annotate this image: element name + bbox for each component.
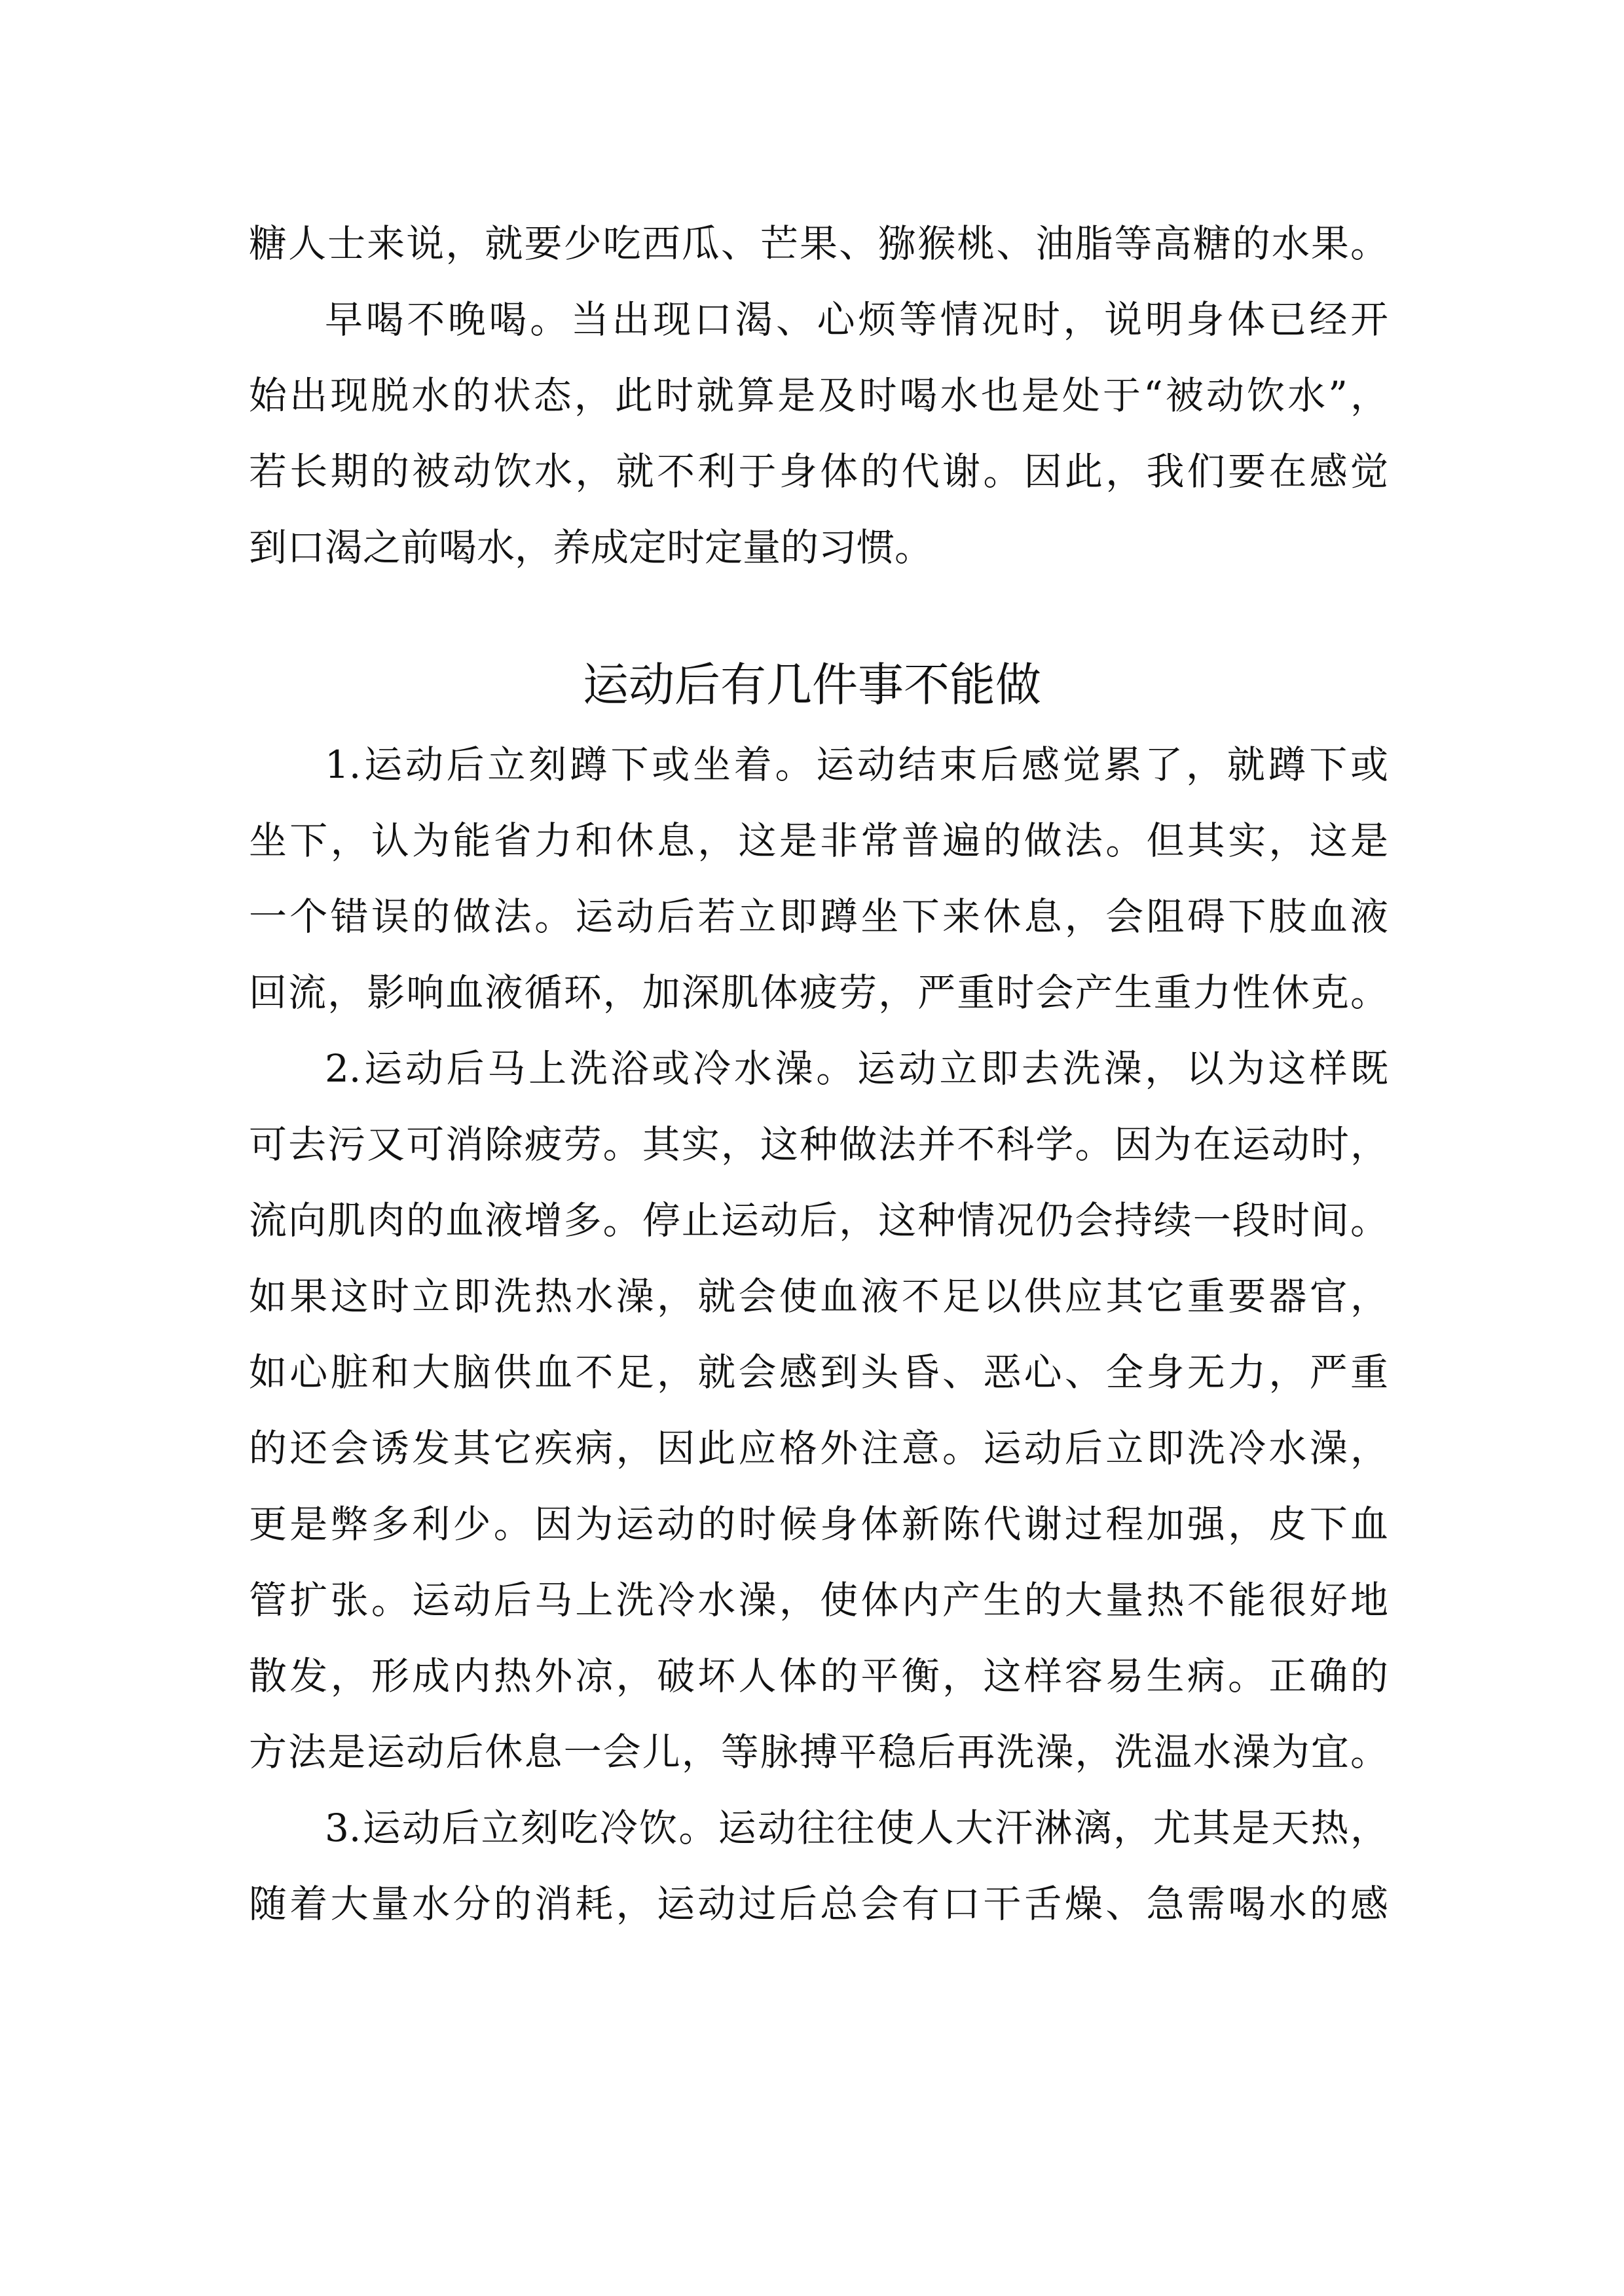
paragraph-line: 2.运动后马上洗浴或冷水澡。运动立即去洗澡，以为这样既: [325, 1046, 1388, 1091]
paragraph-line: 随着大量水分的消耗，运动过后总会有口干舌燥、急需喝水的感: [249, 1882, 1388, 1926]
paragraph-line: 坐下，认为能省力和休息，这是非常普遍的做法。但其实，这是: [249, 818, 1388, 863]
paragraph-line: 更是弊多利少。因为运动的时候身体新陈代谢过程加强，皮下血: [249, 1502, 1388, 1546]
paragraph-line: 可去污又可消除疲劳。其实，这种做法并不科学。因为在运动时，: [249, 1122, 1388, 1167]
paragraph-line: 方法是运动后休息一会儿，等脉搏平稳后再洗澡，洗温水澡为宜。: [249, 1730, 1388, 1774]
paragraph-line: 流向肌肉的血液增多。停止运动后，这种情况仍会持续一段时间。: [249, 1198, 1388, 1243]
paragraph-line: 一个错误的做法。运动后若立即蹲坐下来休息，会阻碍下肢血液: [249, 894, 1388, 939]
paragraph-line: 3.运动后立刻吃冷饮。运动往往使人大汗淋漓，尤其是天热，: [325, 1806, 1388, 1850]
paragraph-line: 到口渴之前喝水，养成定时定量的习惯。: [249, 525, 933, 570]
paragraph-line: 如心脏和大脑供血不足，就会感到头昏、恶心、全身无力，严重: [249, 1350, 1388, 1394]
paragraph-line: 若长期的被动饮水，就不利于身体的代谢。因此，我们要在感觉: [249, 449, 1388, 494]
paragraph-line: 始出现脱水的状态，此时就算是及时喝水也是处于“被动饮水”，: [249, 373, 1388, 418]
paragraph-line: 糖人士来说，就要少吃西瓜、芒果、猕猴桃、油脂等高糖的水果。: [249, 221, 1388, 266]
paragraph-line: 如果这时立即洗热水澡，就会使血液不足以供应其它重要器官，: [249, 1274, 1388, 1319]
paragraph-line: 1.运动后立刻蹲下或坐着。运动结束后感觉累了，就蹲下或: [325, 742, 1388, 787]
paragraph-line: 回流，影响血液循环，加深肌体疲劳，严重时会产生重力性休克。: [249, 970, 1388, 1015]
paragraph-line: 早喝不晚喝。当出现口渴、心烦等情况时，说明身体已经开: [325, 297, 1388, 342]
paragraph-line: 的还会诱发其它疾病，因此应格外注意。运动后立即洗冷水澡，: [249, 1426, 1388, 1470]
section-title: 运动后有几件事不能做: [583, 658, 1041, 712]
paragraph-line: 管扩张。运动后马上洗冷水澡，使体内产生的大量热不能很好地: [249, 1578, 1388, 1622]
paragraph-line: 散发，形成内热外凉，破坏人体的平衡，这样容易生病。正确的: [249, 1654, 1388, 1698]
